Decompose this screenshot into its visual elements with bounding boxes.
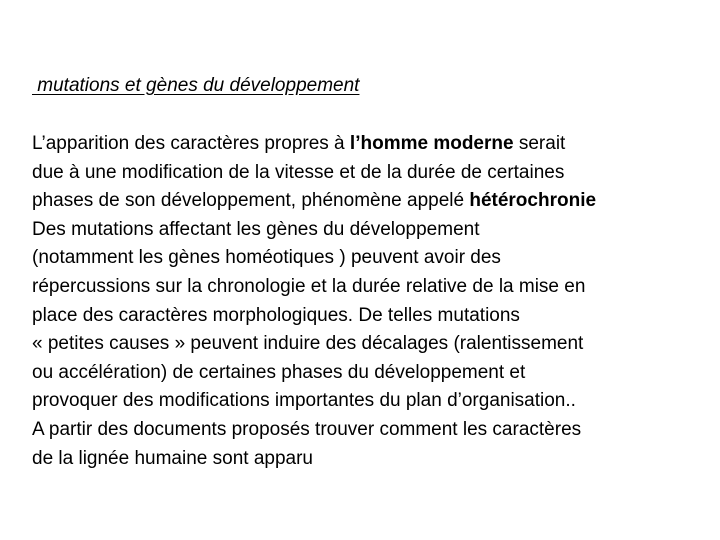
slide-body [32,130,692,473]
body-line-7: place des caractères morphologiques. De telles mutations [32,304,520,326]
body-line-9: ou accélération) de certaines phases du développement et [32,361,526,383]
body-line-11: A partir des documents proposés trouver comment les caractères [32,418,582,440]
body-line-5: (notamment les gènes homéotiques ) peuvent avoir des [32,247,501,269]
body-line-3 [32,187,692,216]
body-line-8: « petites causes » peuvent induire des décalages (ralentissement [32,333,584,355]
highlight-homme-moderne: l’homme moderne [349,133,514,154]
body-line-2: due à une modification de la vitesse et de la durée de certaines [32,161,565,183]
body-line-4: Des mutations affectant les gènes du développement [32,218,480,240]
body-line-1 [32,130,692,159]
highlight-heterochronie: hétérochronie [469,190,597,212]
body-line-3-start: phases de son développement, phénomène appelé [32,190,470,212]
body-line-1-start: L’apparition des caractères propres à [32,133,350,154]
body-line-6: répercussions sur la chronologie et la durée relative de la mise en [32,275,586,297]
body-line-12: de la lignée humaine sont apparu [32,447,313,469]
slide-title: mutations et gènes du développement [32,75,360,96]
body-line-1-end: serait [513,133,566,154]
body-line-10: provoquer des modifications importantes du plan d’organisation.. [32,390,576,412]
